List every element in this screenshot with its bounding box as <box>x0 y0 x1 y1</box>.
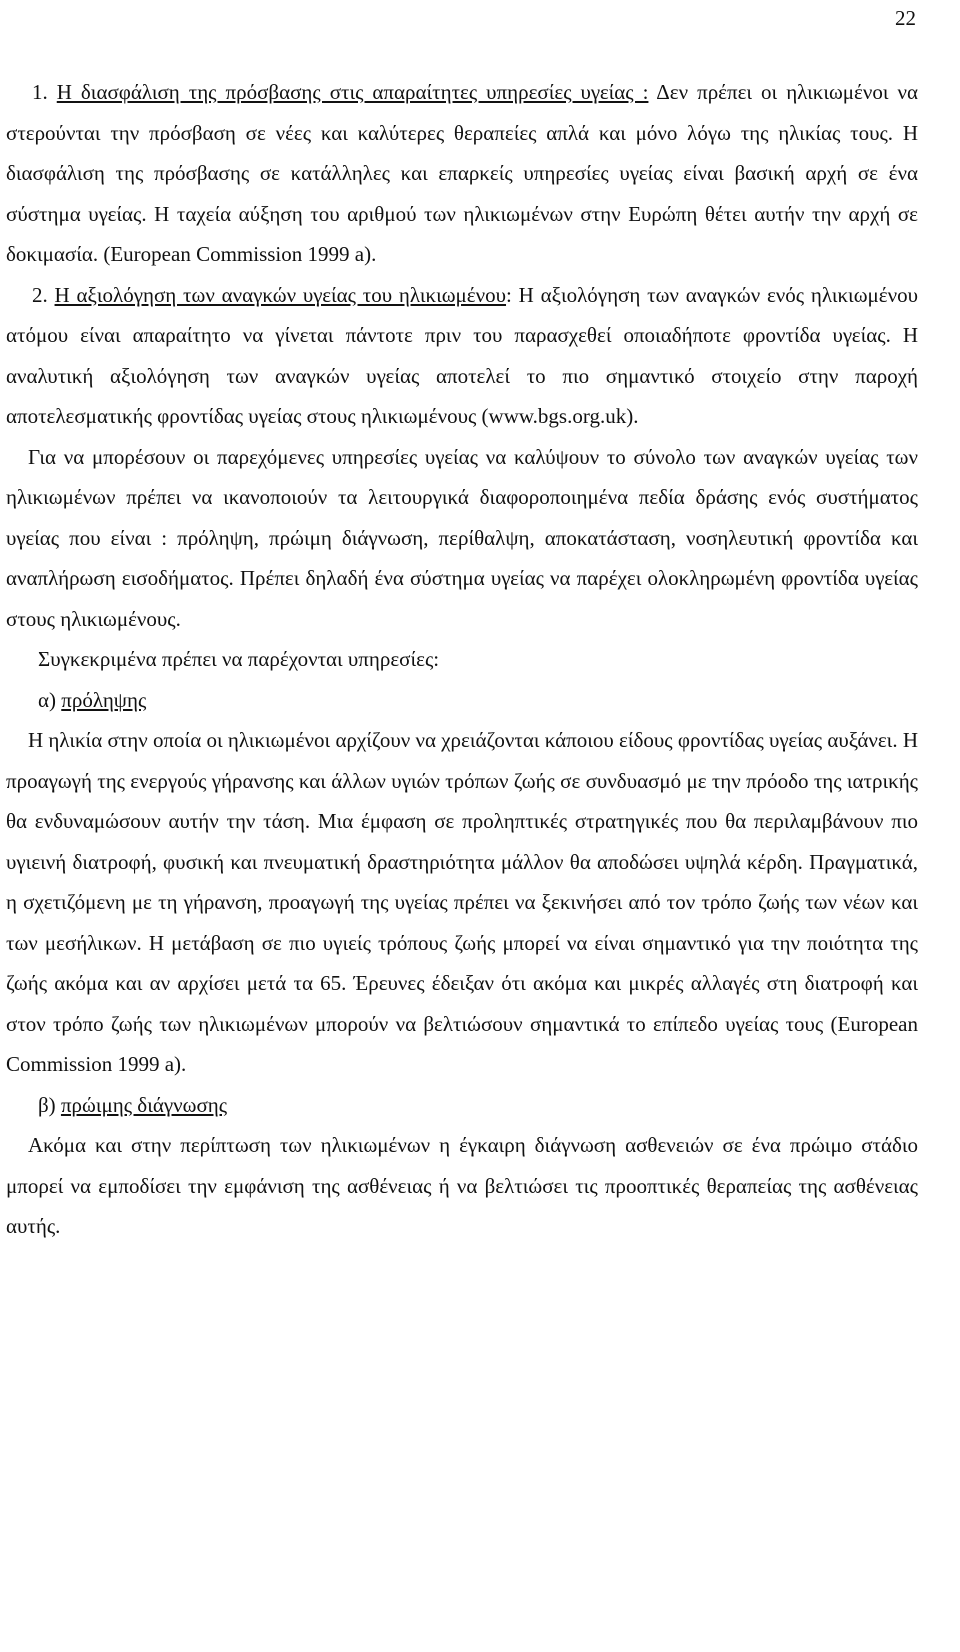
item-2-paragraph <box>6 275 918 437</box>
specific-services-line: Συγκεκριμένα πρέπει να παρέχονται υπηρεσίες: <box>38 647 440 671</box>
section-a-paragraph: Η ηλικία στην οποία οι ηλικιωμένοι αρχίζουν να χρειάζονται κάποιου είδους φροντίδας υγείας αυξάνει. Η προαγωγή της ενεργούς γήρανσης και άλλων υγιών τρόπων ζωής σε συνδυασμό με την πρόοδο της ιατρικής θα ενδυναμώσουν αυτήν την τάση. Μια έμφαση σε προληπτικές στρατηγικές που θα περιλαμβάνουν πιο υγιεινή διατροφή, φυσική και πνευματική δραστηριότητα μάλλον θα αποδώσει υψηλά κέρδη. Πραγματικά, η σχετιζόμενη με τη γήρανση, προαγωγή της υγείας πρέπει να ξεκινήσει από τον τρόπο ζωής των νέων και των μεσήλικων. Η μετάβαση σε πιο υγιείς τρόπους ζωής μπορεί να είναι σημαντικό για την ποιότητα της ζωής ακόμα και αν αρχίσει μετά τα 65. Έρευνες έδειξαν ότι ακόμα και μικρές αλλαγές στη διατροφή και στον τρόπο ζωής των ηλικιωμένων μπορούν να βελτιώσουν σημαντικά το επίπεδο υγείας τους (European Commission 1999 a). <box>6 728 918 1076</box>
item-2-number: 2. <box>32 282 48 307</box>
section-a-marker: α) <box>38 687 56 712</box>
item-1-paragraph <box>6 72 918 275</box>
section-b-marker: β) <box>38 1092 56 1117</box>
item-1-title: Η διασφάλιση της πρόσβασης στις απαραίτητες υπηρεσίες υγείας : <box>56 80 649 104</box>
section-a-heading <box>6 680 918 721</box>
section-b-title: πρώιμης διάγνωσης <box>60 1092 228 1117</box>
section-b-paragraph: Ακόμα και στην περίπτωση των ηλικιωμένων η έγκαιρη διάγνωση ασθενειών σε ένα πρώιμο στάδιο μπορεί να εμποδίσει την εμφάνιση της ασθένειας ή να βελτιώσει τις προοπτικές θεραπείας της ασθένειας αυτής. <box>6 1133 918 1238</box>
item-2-title: Η αξιολόγηση των αναγκών υγείας του ηλικιωμένου <box>54 282 507 307</box>
item-2-body: : Η αξιολόγηση των αναγκών ενός ηλικιωμένου ατόμου είναι απαραίτητο να γίνεται πάντοτε πριν του παρασχεθεί οποιαδήποτε φροντίδα υγείας. Η αναλυτική αξιολόγηση των αναγκών υγείας αποτελεί το πιο σημαντικό στοιχείο στην παροχή αποτελεσματικής φροντίδας υγείας στους ηλικιωμένους (www.bgs.org.uk). <box>6 282 918 428</box>
section-a-title: πρόληψης <box>61 687 147 712</box>
item-1-body: Δεν πρέπει οι ηλικιωμένοι να στερούνται την πρόσβαση σε νέες και καλύτερες θεραπείες απλά και μόνο λόγω της ηλικίας τους. Η διασφάλιση της πρόσβασης σε κατάλληλες και επαρκείς υπηρεσίες υγείας είναι βασική αρχή σε ένα σύστημα υγείας. Η ταχεία αύξηση του αριθμού των ηλικιωμένων στην Ευρώπη θέτει αυτήν την αρχή σε δοκιμασία. (European Commission 1999 a). <box>6 80 919 266</box>
section-b-heading <box>6 1085 918 1126</box>
item-1-number: 1. <box>32 80 48 104</box>
services-paragraph: Για να μπορέσουν οι παρεχόμενες υπηρεσίες υγείας να καλύψουν το σύνολο των αναγκών υγείας των ηλικιωμένων πρέπει να ικανοποιούν τα λειτουργικά διαφοροποιημένα πεδία δράσης ενός συστήματος υγείας που είναι : πρόληψη, πρώιμη διάγνωση, περίθαλψη, αποκατάσταση, νοσηλευτική φροντίδα και αναπλήρωση εισοδήματος. Πρέπει δηλαδή ένα σύστημα υγείας να παρέχει ολοκληρωμένη φροντίδα υγείας στους ηλικιωμένους. <box>6 444 918 631</box>
page-number: 22 <box>895 6 916 30</box>
